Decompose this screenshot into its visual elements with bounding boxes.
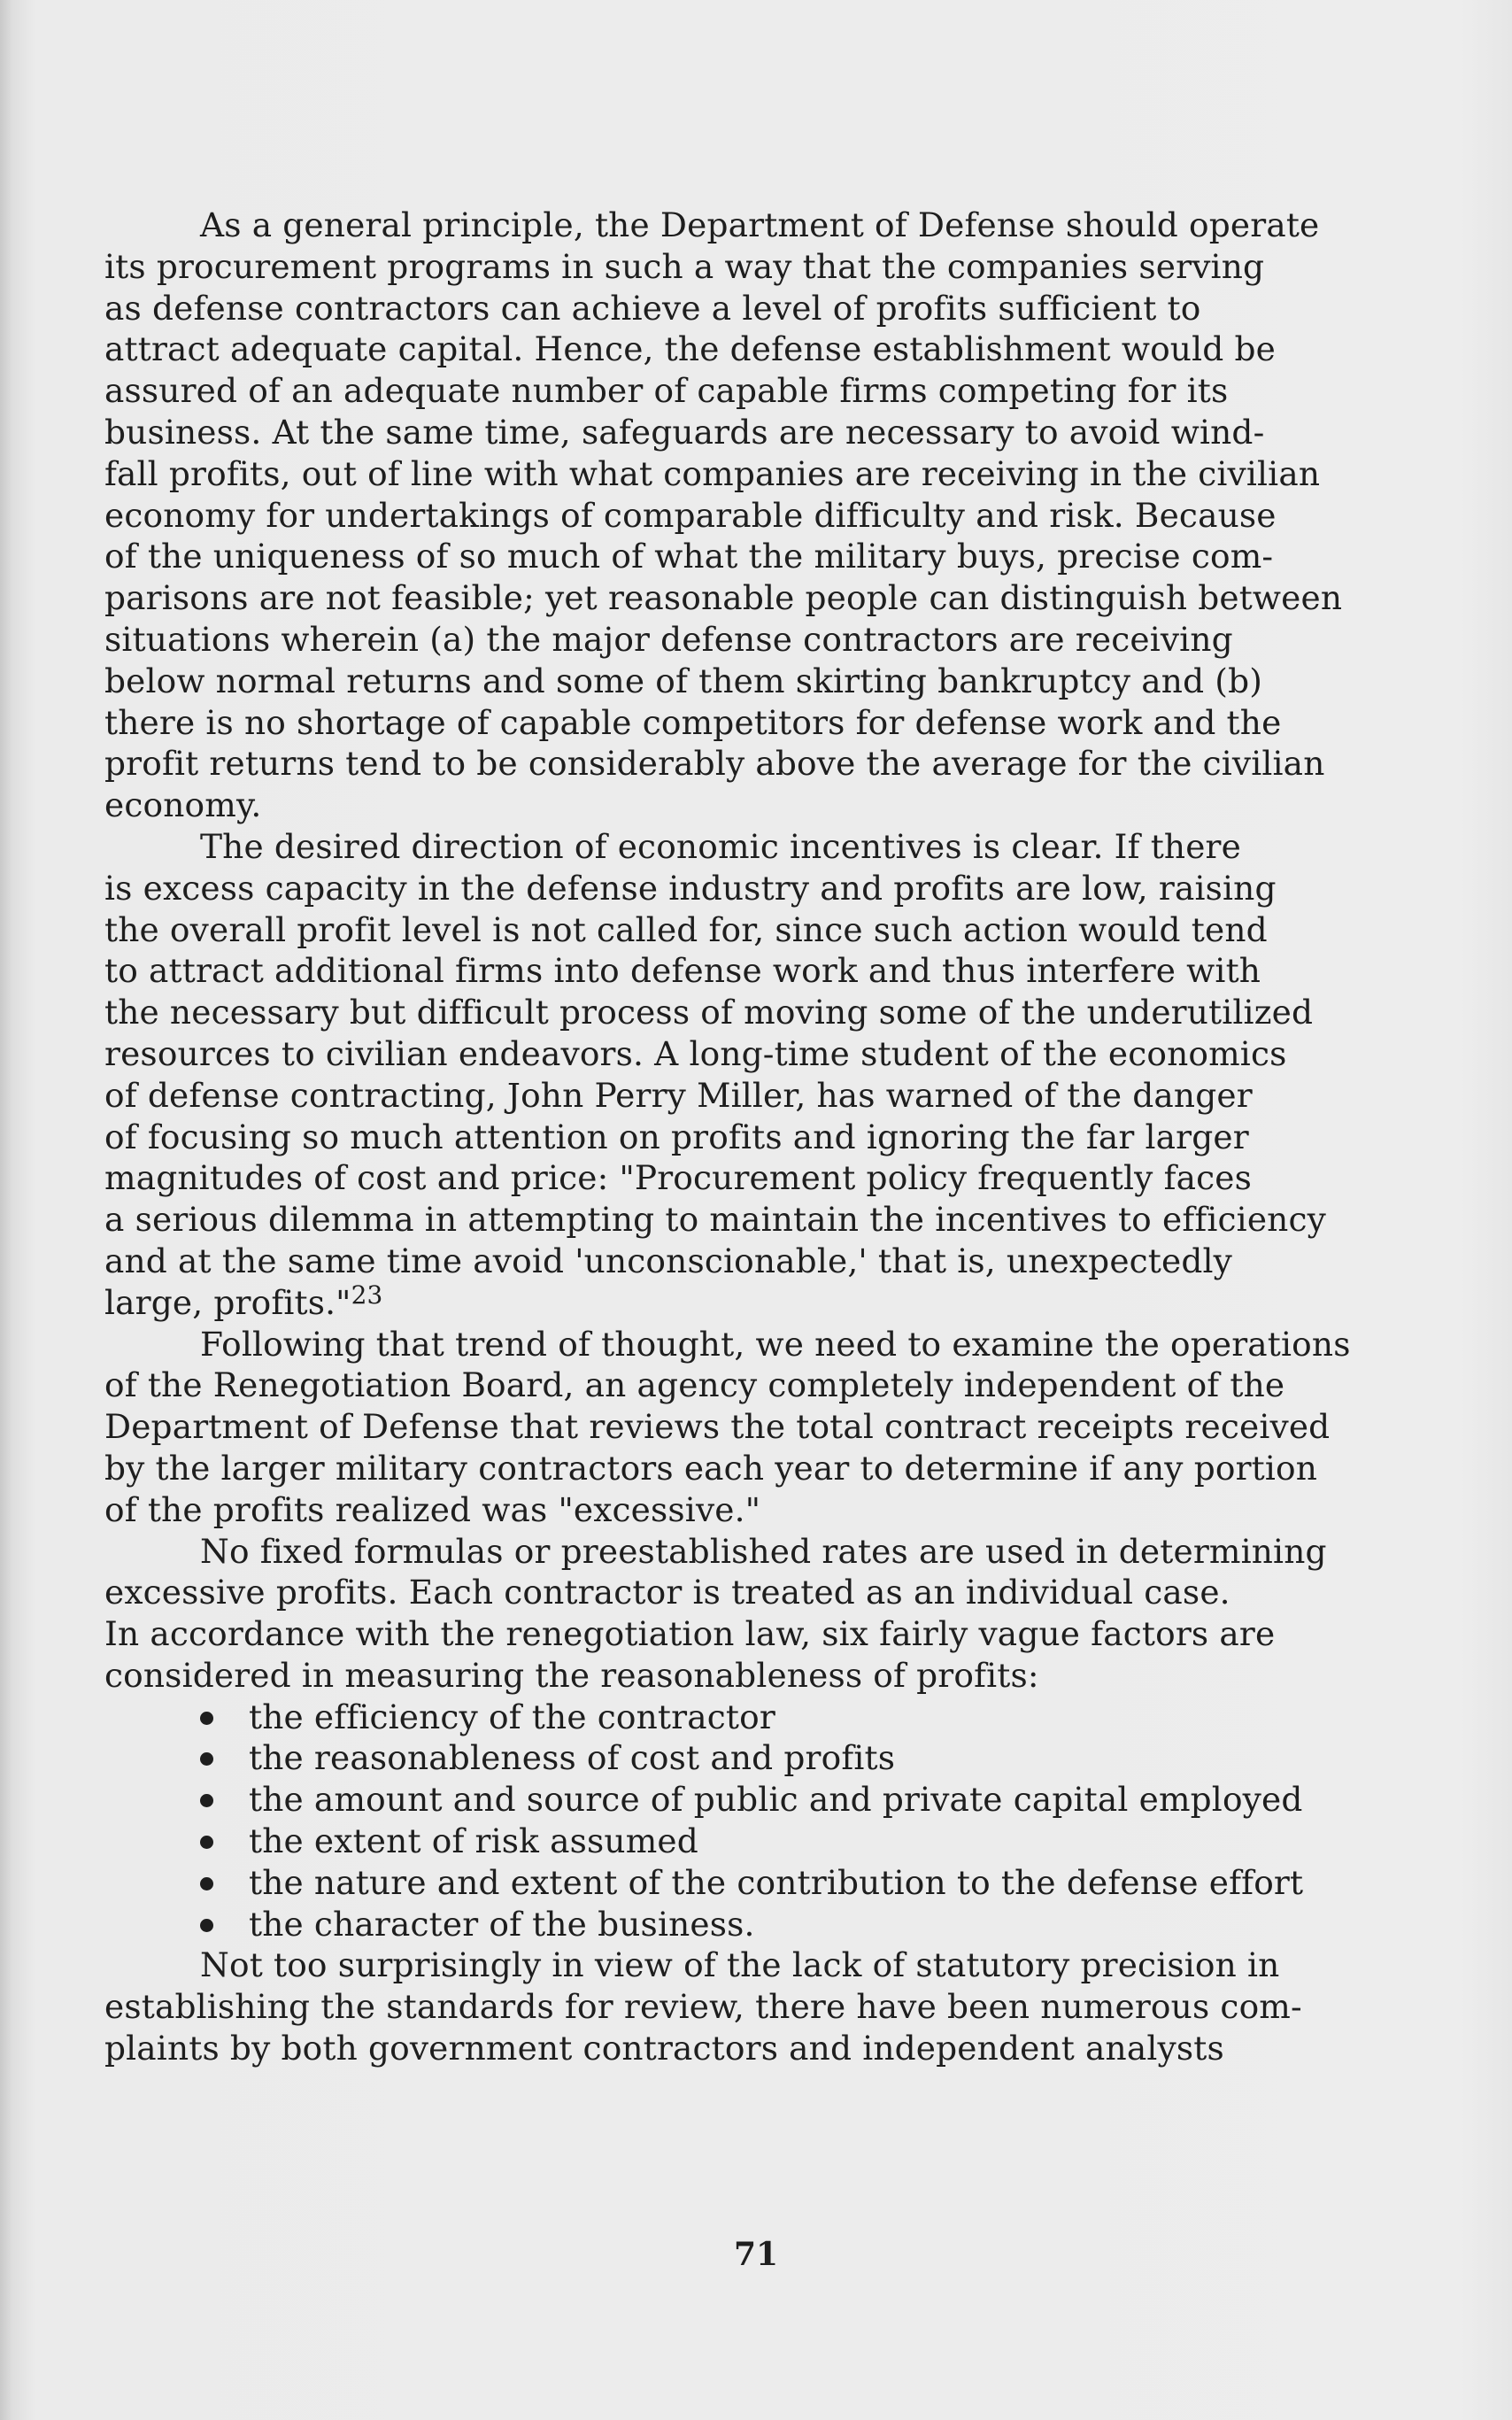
- text-line: establishing the standards for review, there have been numerous com-: [104, 1987, 1302, 2027]
- bullet-icon: [200, 1712, 213, 1725]
- bullet-icon: [200, 1877, 213, 1890]
- text-line: fall profits, out of line with what companies are receiving in the civilian: [104, 453, 1321, 493]
- text-line: of focusing so much attention on profits and ignoring the far larger: [104, 1117, 1249, 1156]
- text-line: [104, 1282, 1362, 1324]
- factor-text: the extent of risk assumed: [249, 1821, 698, 1861]
- text-line: parisons are not feasible; yet reasonable people can distinguish between: [104, 578, 1343, 618]
- text-line: of the Renegotiation Board, an agency completely independent of the: [104, 1365, 1285, 1405]
- text-line: of defense contracting, John Perry Miller, has warned of the danger: [104, 1075, 1253, 1115]
- factor-text: the efficiency of the contractor: [249, 1697, 775, 1736]
- bullet-icon: [200, 1919, 213, 1932]
- text-line: by the larger military contractors each year to determine if any portion: [104, 1448, 1318, 1488]
- text-line: and at the same time avoid 'unconscionable,' that is, unexpectedly: [104, 1241, 1233, 1280]
- text-line: Department of Defense that reviews the total contract receipts received: [104, 1407, 1331, 1447]
- footnote-reference: 23: [351, 1280, 383, 1310]
- text-line: situations wherein (a) the major defense contractors are receiving: [104, 619, 1233, 659]
- page-number: 71: [733, 2236, 779, 2273]
- text-line: assured of an adequate number of capable firms competing for its: [104, 371, 1229, 411]
- text-line: business. At the same time, safeguards are necessary to avoid wind-: [104, 412, 1265, 452]
- text-line: economy for undertakings of comparable difficulty and risk. Because: [104, 495, 1277, 535]
- text-line: Following that trend of thought, we need to examine the operations: [200, 1324, 1351, 1364]
- factor-text: the amount and source of public and private capital employed: [249, 1780, 1303, 1820]
- bullet-icon: [200, 1836, 213, 1849]
- text-line: the overall profit level is not called for, since such action would tend: [104, 909, 1268, 949]
- text-line: profit returns tend to be considerably above the average for the civilian: [104, 744, 1325, 784]
- text-line: considered in measuring the reasonableness of profits:: [104, 1655, 1039, 1695]
- factor-list-item: [104, 1862, 1362, 1904]
- factor-text: the nature and extent of the contribution to the defense effort: [249, 1862, 1304, 1902]
- text-line: Not too surprisingly in view of the lack of statutory precision in: [200, 1945, 1280, 1985]
- text-line: resources to civilian endeavors. A long-time student of the economics: [104, 1033, 1287, 1073]
- text-line: attract adequate capital. Hence, the defense establishment would be: [104, 329, 1276, 369]
- text-line: its procurement programs in such a way that the companies serving: [104, 246, 1265, 286]
- factor-text: the character of the business.: [249, 1904, 755, 1944]
- text-line: economy.: [104, 785, 262, 825]
- text-line: below normal returns and some of them skirting bankruptcy and (b): [104, 661, 1263, 700]
- text-line: of the uniqueness of so much of what the military buys, precise com-: [104, 537, 1274, 576]
- factor-list-item: [104, 1904, 1362, 1945]
- text-line: the necessary but difficult process of moving some of the underutilized: [104, 993, 1314, 1032]
- text-line: The desired direction of economic incentives is clear. If there: [200, 826, 1241, 866]
- factor-list-item: [104, 1697, 1362, 1738]
- text-line: a serious dilemma in attempting to maintain the incentives to efficiency: [104, 1200, 1326, 1240]
- text-line: to attract additional firms into defense work and thus interfere with: [104, 951, 1261, 991]
- factor-list-item: [104, 1821, 1362, 1862]
- text-line: No fixed formulas or preestablished rates are used in determining: [200, 1531, 1327, 1571]
- quote-end-text: large, profits.": [104, 1282, 351, 1322]
- bullet-icon: [200, 1752, 213, 1766]
- text-line: is excess capacity in the defense industry and profits are low, raising: [104, 868, 1277, 908]
- bullet-icon: [200, 1794, 213, 1807]
- text-line: as defense contractors can achieve a level of profits sufficient to: [104, 288, 1201, 328]
- factor-list-item: [104, 1737, 1362, 1779]
- text-line: of the profits realized was "excessive.": [104, 1489, 761, 1529]
- factor-text: the reasonableness of cost and profits: [249, 1738, 896, 1778]
- text-line: plaints by both government contractors and independent analysts: [104, 2029, 1224, 2068]
- text-line: there is no shortage of capable competitors for defense work and the: [104, 702, 1282, 742]
- text-line: As a general principle, the Department of Defense should operate: [200, 205, 1320, 244]
- text-line: In accordance with the renegotiation law, six fairly vague factors are: [104, 1614, 1276, 1654]
- text-line: excessive profits. Each contractor is treated as an individual case.: [104, 1573, 1230, 1612]
- factor-list-item: [104, 1779, 1362, 1821]
- text-line: magnitudes of cost and price: "Procurement policy frequently faces: [104, 1158, 1253, 1198]
- body-text: [104, 205, 1362, 2069]
